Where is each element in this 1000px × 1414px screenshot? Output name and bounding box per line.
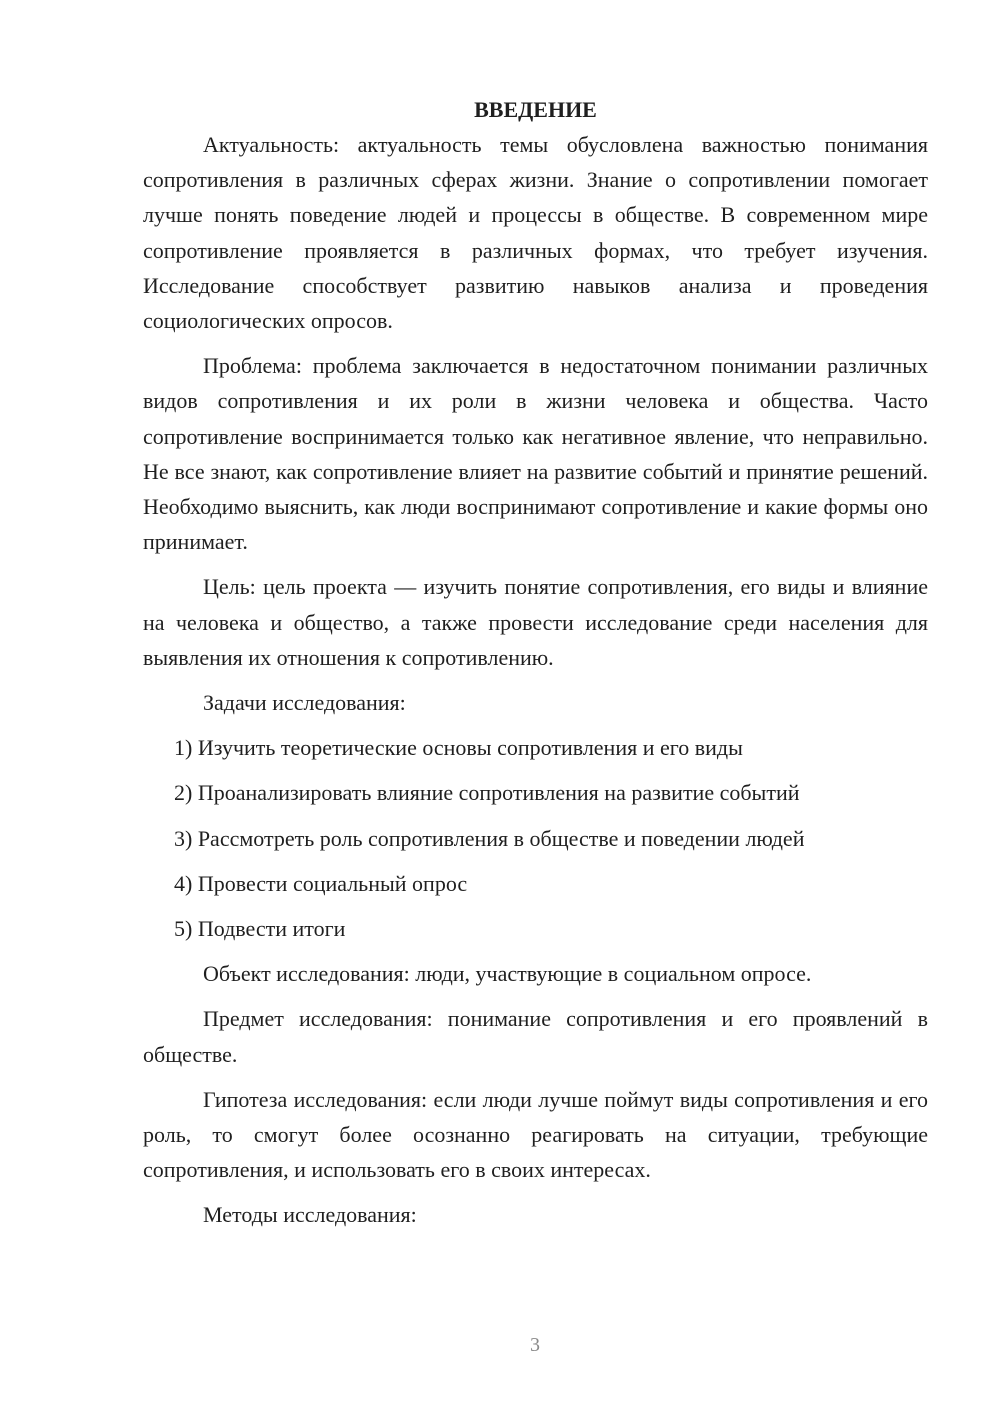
list-item: 3) Рассмотреть роль сопротивления в обществе и поведении людей — [174, 825, 805, 851]
tasks-list — [143, 730, 928, 946]
goal-paragraph: Цель: цель проекта — изучить понятие сопротивления, его виды и влияние на человека и общество, а также провести исследование среди населения для выявления их отношения к сопротивлению. — [143, 574, 928, 670]
hypothesis-paragraph: Гипотеза исследования: если люди лучше поймут виды сопротивления и его роль, то смогут более осознанно реагировать на ситуации, требующие сопротивления, и использовать его в своих интересах. — [143, 1086, 928, 1183]
list-item: 2) Проанализировать влияние сопротивления на развитие событий — [174, 780, 800, 806]
object-paragraph: Объект исследования: люди, участвующие в социальном опросе. — [203, 961, 812, 987]
list-item: 4) Провести социальный опрос — [174, 870, 468, 896]
relevance-paragraph: Актуальность: актуальность темы обусловлена важностью понимания сопротивления в различных сферах жизни. Знание о сопротивлении помогает лучше понять поведение людей и процессы в обществе. В современном мире сопротивление проявляется в различных формах, что требует изучения. Исследование способствует развитию навыков анализа и проведения социологических опросов. — [143, 132, 928, 334]
subject-paragraph: Предмет исследования: понимание сопротивления и его проявлений в обществе. — [143, 1006, 928, 1067]
tasks-title: Задачи исследования: — [203, 690, 406, 716]
list-item: 5) Подвести итоги — [174, 916, 346, 942]
document-page — [143, 92, 928, 1233]
problem-paragraph: Проблема: проблема заключается в недостаточном понимании различных видов сопротивления и их роли в жизни человека и общества. Часто сопротивление воспринимается только как негативное явление, что неправильно. Не все знают, как сопротивление влияет на развитие событий и принятие решений. Необходимо выяснить, как люди воспринимают сопротивление и какие формы оно принимает. — [143, 353, 928, 555]
list-item: 1) Изучить теоретические основы сопротивления и его виды — [174, 735, 743, 761]
methods-title: Методы исследования: — [203, 1202, 417, 1228]
page-title: ВВЕДЕНИЕ — [474, 97, 597, 122]
page-number: 3 — [530, 1334, 540, 1356]
